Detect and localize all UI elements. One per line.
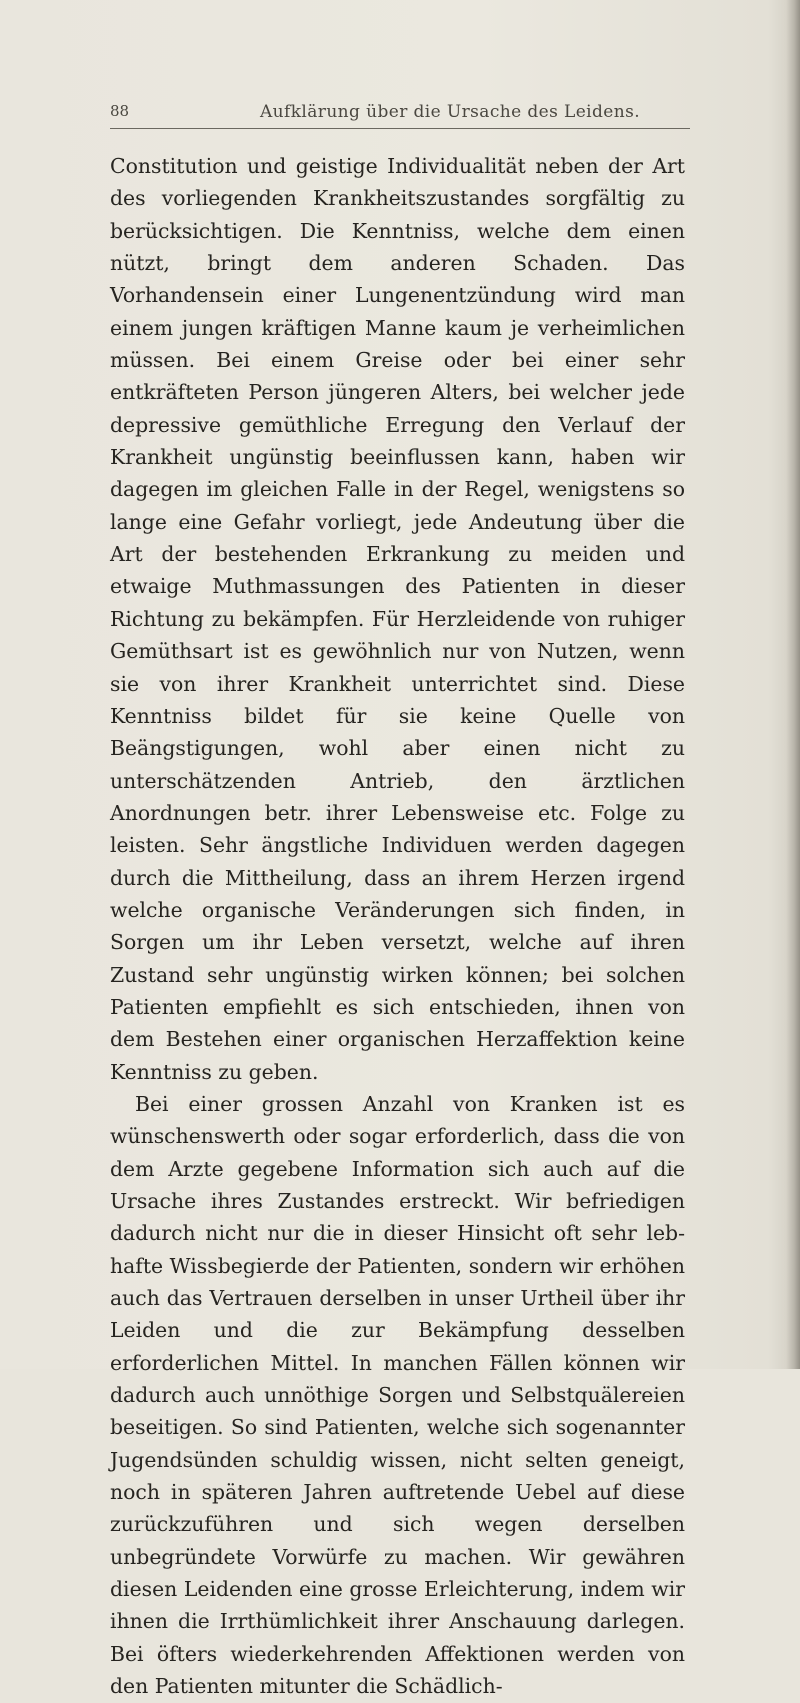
body-text <box>110 150 685 1703</box>
running-head <box>110 98 690 129</box>
page-edge-shadow <box>786 0 800 1369</box>
page-number: 88 <box>110 102 130 120</box>
running-head-title: Aufklärung über die Ursache des Leidens. <box>260 102 641 122</box>
paragraph-2: Bei einer grossen Anzahl von Kranken ist es wünschenswerth oder sogar erforderlich, dass die von dem Arzte gegebene Information sich auch auf die Ursache ihres Zustandes erstreckt. Wir befriedigen dadurch nicht nur die in dieser Hinsicht oft sehr lebhafte Wissbegierde der Patienten, sondern wir erhöhen auch das Vertrauen derselben in unser Urtheil über ihr Leiden und die zur Bekämpfung desselben erforderlichen Mittel. In manchen Fällen können wir dadurch auch unnöthige Sorgen und Selbstquälereien beseitigen. So sind Patienten, welche sich sogenannter Jugendsünden schuldig wissen, nicht selten geneigt, noch in späteren Jahren auftretende Uebel auf diese zurückzuführen und sich wegen derselben unbegründete Vorwürfe zu machen. Wir gewähren diesen Leidenden eine grosse Erleichterung, indem wir ihnen die Irrthümlichkeit ihrer Anschauung darlegen. Bei öfters wiederkehrenden Affektionen werden von den Patienten mitunter die Schädlich- <box>110 1091 685 1699</box>
paragraph-1: Constitution und geistige Individualität neben der Art des vorliegenden Krankheitszustandes sorgfältig zu berücksichtigen. Die Kenntniss, welche dem einen nützt, bringt dem anderen Schaden. Das Vorhandensein einer Lungenentzündung wird man einem jungen kräftigen Manne kaum je verheimlichen müssen. Bei einem Greise oder bei einer sehr entkräfteten Person jüngeren Alters, bei welcher jede depressive gemüthliche Erregung den Verlauf der Krankheit ungünstig beeinflussen kann, haben wir dagegen im gleichen Falle in der Regel, wenigstens so lange eine Gefahr vorliegt, jede Andeutung über die Art der bestehenden Erkrankung zu meiden und etwaige Muthmassungen des Patienten in dieser Richtung zu bekämpfen. Für Herzleidende von ruhiger Gemüthsart ist es gewöhnlich nur von Nutzen, wenn sie von ihrer Krankheit unterrichtet sind. Diese Kenntniss bildet für sie keine Quelle von Beängstigungen, wohl aber einen nicht zu unterschätzenden Antrieb, den ärztlichen Anordnungen betr. ihrer Lebensweise etc. Folge zu leisten. Sehr ängstliche Individuen werden dagegen durch die Mittheilung, dass an ihrem Herzen irgend welche organische Veränderungen sich finden, in Sorgen um ihr Leben versetzt, welche auf ihren Zustand sehr ungünstig wirken können; bei solchen Patienten empfiehlt es sich entschieden, ihnen von dem Bestehen einer organischen Herzaffektion keine Kenntniss zu geben. <box>110 154 685 1084</box>
